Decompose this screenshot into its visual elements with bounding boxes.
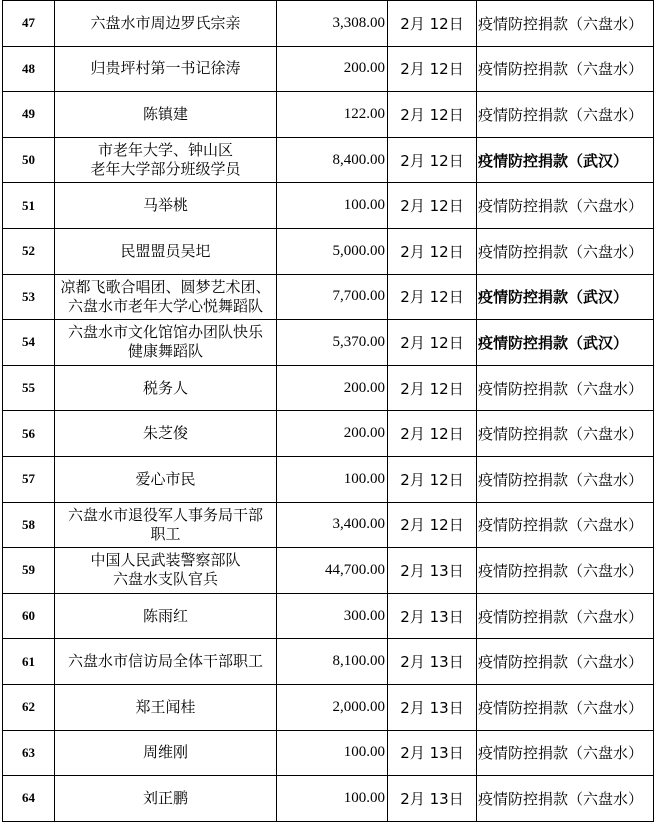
donation-date: 2月 12日 — [388, 183, 477, 229]
row-number: 52 — [3, 228, 55, 274]
donation-purpose: 疫情防控捐款（六盘水） — [477, 411, 654, 457]
donor-name-line: 陈镇建 — [142, 104, 188, 123]
row-number: 50 — [3, 137, 55, 183]
donation-date: 2月 13日 — [388, 776, 477, 822]
table-row — [3, 320, 654, 366]
donor-name — [55, 365, 277, 411]
row-number: 56 — [3, 411, 55, 457]
donation-purpose: 疫情防控捐款（六盘水） — [477, 776, 654, 822]
donation-amount: 2,000.00 — [277, 684, 388, 730]
table-row — [3, 365, 654, 411]
table-row — [3, 502, 654, 548]
donation-amount: 100.00 — [277, 456, 388, 502]
donor-name — [55, 228, 277, 274]
donor-name-line: 民盟盟员吴圯 — [120, 241, 211, 260]
donation-purpose: 疫情防控捐款（六盘水） — [477, 502, 654, 548]
row-number: 63 — [3, 730, 55, 776]
table-row — [3, 639, 654, 685]
donation-amount: 100.00 — [277, 776, 388, 822]
donation-amount: 44,700.00 — [277, 548, 388, 594]
donation-date: 2月 13日 — [388, 684, 477, 730]
donation-date: 2月 12日 — [388, 502, 477, 548]
row-number: 49 — [3, 92, 55, 138]
donor-name-line: 税务人 — [142, 378, 188, 397]
table-row — [3, 1, 654, 47]
donor-name — [55, 183, 277, 229]
donation-amount: 5,000.00 — [277, 228, 388, 274]
donation-purpose: 疫情防控捐款（六盘水） — [477, 46, 654, 92]
table-row — [3, 593, 654, 639]
donor-name — [55, 730, 277, 776]
donor-name-line: 陈雨红 — [142, 606, 188, 625]
row-number: 54 — [3, 320, 55, 366]
row-number: 51 — [3, 183, 55, 229]
donation-amount: 300.00 — [277, 593, 388, 639]
table-row — [3, 730, 654, 776]
donation-date: 2月 12日 — [388, 92, 477, 138]
row-number: 60 — [3, 593, 55, 639]
table-row — [3, 46, 654, 92]
donor-name — [55, 137, 277, 183]
donation-date: 2月 13日 — [388, 548, 477, 594]
donor-name — [55, 456, 277, 502]
donor-name-line: 中国人民武装警察部队 — [90, 551, 241, 570]
donation-purpose: 疫情防控捐款（六盘水） — [477, 548, 654, 594]
row-number: 53 — [3, 274, 55, 320]
donor-name-line: 凉都飞歌合唱团、圆梦艺术团、 — [60, 277, 271, 296]
donor-name — [55, 92, 277, 138]
donor-name-line: 周维刚 — [142, 743, 188, 762]
donation-date: 2月 12日 — [388, 1, 477, 47]
donor-name-line: 六盘水市退役军人事务局干部 — [67, 505, 263, 524]
donation-amount: 3,308.00 — [277, 1, 388, 47]
donor-name — [55, 320, 277, 366]
donation-table — [2, 0, 654, 822]
donor-name-line: 爱心市民 — [135, 469, 196, 488]
donation-purpose: 疫情防控捐款（六盘水） — [477, 92, 654, 138]
donation-date: 2月 12日 — [388, 365, 477, 411]
donor-name-line: 六盘水支队官兵 — [112, 570, 218, 589]
donor-name-line: 六盘水市周边罗氏宗亲 — [90, 13, 241, 32]
donation-date: 2月 12日 — [388, 456, 477, 502]
donation-purpose: 疫情防控捐款（六盘水） — [477, 183, 654, 229]
donation-purpose: 疫情防控捐款（武汉） — [477, 137, 654, 183]
donor-name-line: 六盘水市老年大学心悦舞蹈队 — [67, 296, 263, 315]
donor-name — [55, 684, 277, 730]
donor-name — [55, 776, 277, 822]
donor-name — [55, 639, 277, 685]
row-number: 64 — [3, 776, 55, 822]
table-row — [3, 776, 654, 822]
donation-purpose: 疫情防控捐款（六盘水） — [477, 1, 654, 47]
donor-name-line: 六盘水市信访局全体干部职工 — [67, 652, 263, 671]
table-row — [3, 274, 654, 320]
donation-amount: 100.00 — [277, 730, 388, 776]
donor-name-line: 郑王闻桂 — [135, 697, 196, 716]
donation-purpose: 疫情防控捐款（六盘水） — [477, 228, 654, 274]
table-row — [3, 684, 654, 730]
donation-date: 2月 13日 — [388, 593, 477, 639]
donor-name-line: 朱芝俊 — [142, 424, 188, 443]
donation-date: 2月 12日 — [388, 228, 477, 274]
donor-name-line: 归贵坪村第一书记徐涛 — [90, 59, 241, 78]
row-number: 55 — [3, 365, 55, 411]
table-row — [3, 548, 654, 594]
donation-date: 2月 12日 — [388, 46, 477, 92]
donor-name-line: 职工 — [150, 524, 181, 543]
donor-name-line: 马举桃 — [142, 196, 188, 215]
row-number: 47 — [3, 1, 55, 47]
donor-name-line: 老年大学部分班级学员 — [90, 160, 241, 179]
row-number: 58 — [3, 502, 55, 548]
row-number: 59 — [3, 548, 55, 594]
donation-purpose: 疫情防控捐款（六盘水） — [477, 730, 654, 776]
donation-date: 2月 12日 — [388, 411, 477, 457]
donation-table-body — [3, 1, 654, 822]
donor-name — [55, 593, 277, 639]
donation-purpose: 疫情防控捐款（六盘水） — [477, 684, 654, 730]
donation-amount: 8,400.00 — [277, 137, 388, 183]
row-number: 57 — [3, 456, 55, 502]
donation-date: 2月 13日 — [388, 730, 477, 776]
donor-name — [55, 411, 277, 457]
donation-date: 2月 12日 — [388, 274, 477, 320]
donation-amount: 7,700.00 — [277, 274, 388, 320]
donation-purpose: 疫情防控捐款（六盘水） — [477, 456, 654, 502]
donation-amount: 200.00 — [277, 411, 388, 457]
donation-purpose: 疫情防控捐款（六盘水） — [477, 639, 654, 685]
donation-purpose: 疫情防控捐款（六盘水） — [477, 365, 654, 411]
donor-name-line: 市老年大学、钟山区 — [97, 141, 233, 160]
table-row — [3, 137, 654, 183]
donor-name-line: 健康舞蹈队 — [127, 342, 203, 361]
table-row — [3, 92, 654, 138]
donor-name — [55, 274, 277, 320]
donation-amount: 200.00 — [277, 365, 388, 411]
donor-name-line: 六盘水市文化馆馆办团队快乐 — [67, 323, 263, 342]
donor-name-line: 刘正鹏 — [142, 788, 188, 807]
row-number: 62 — [3, 684, 55, 730]
donation-date: 2月 12日 — [388, 137, 477, 183]
donation-purpose: 疫情防控捐款（武汉） — [477, 320, 654, 366]
donation-date: 2月 13日 — [388, 639, 477, 685]
table-row — [3, 411, 654, 457]
donor-name — [55, 46, 277, 92]
table-row — [3, 183, 654, 229]
donation-date: 2月 12日 — [388, 320, 477, 366]
donation-purpose: 疫情防控捐款（六盘水） — [477, 593, 654, 639]
row-number: 48 — [3, 46, 55, 92]
donation-amount: 100.00 — [277, 183, 388, 229]
donation-purpose: 疫情防控捐款（武汉） — [477, 274, 654, 320]
table-row — [3, 456, 654, 502]
donor-name — [55, 502, 277, 548]
donation-amount: 122.00 — [277, 92, 388, 138]
table-row — [3, 228, 654, 274]
donation-amount: 3,400.00 — [277, 502, 388, 548]
donation-amount: 5,370.00 — [277, 320, 388, 366]
donation-amount: 8,100.00 — [277, 639, 388, 685]
donor-name — [55, 548, 277, 594]
donor-name — [55, 1, 277, 47]
row-number: 61 — [3, 639, 55, 685]
donation-amount: 200.00 — [277, 46, 388, 92]
